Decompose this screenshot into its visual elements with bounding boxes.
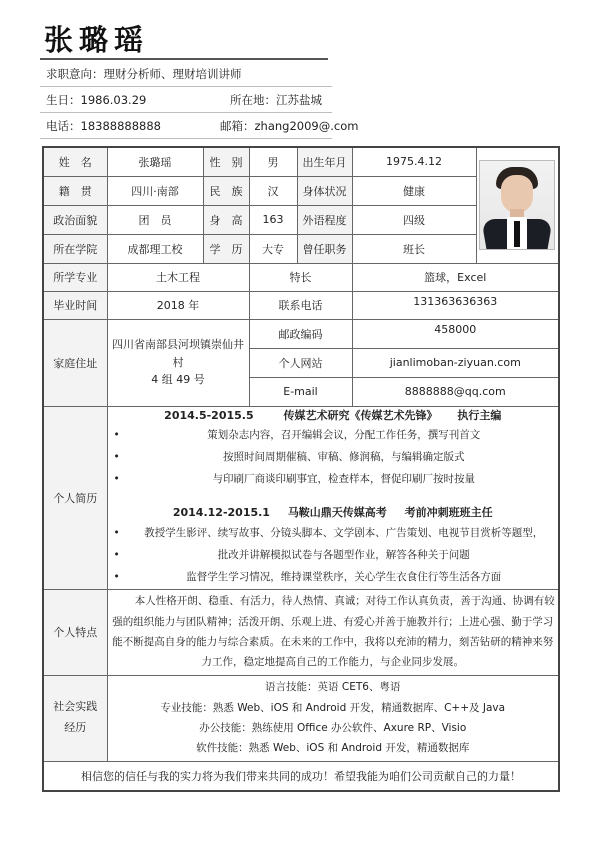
profile-photo [479,160,555,250]
job-1-header [110,407,557,425]
label-height: 身 高 [203,205,249,234]
value-height: 163 [249,205,297,234]
value-gender: 男 [249,147,297,176]
job-2-role: 考前冲刺班班主任 [404,506,493,520]
value-email: 8888888@qq.com [352,377,559,406]
traits-line-3: 能不断提高自身的能力与综合素质。在未来的工作中，我将以充沛的精力，刻苦钻研的精神来努 [112,636,554,648]
label-ethnic: 民 族 [203,176,249,205]
label-health: 身体状况 [297,176,352,205]
experience-block [107,406,559,589]
value-contact-phone: 131363636363 [352,291,559,319]
job-2-period: 2014.12-2015.1 [172,506,270,520]
value-postcode: 458000 [352,319,559,348]
job-1-duties [110,424,557,490]
value-address [107,319,249,406]
label-political: 政治面貌 [43,205,107,234]
value-website: jianlimoban-ziyuan.com [352,348,559,377]
resume-name-title: 张璐瑶 [44,23,150,57]
list-item: • 批改并讲解模拟试卷与各题型作业，解答各种关于问题 [110,544,557,566]
label-major: 所学专业 [43,263,107,291]
value-political: 团 员 [107,205,203,234]
closing-statement: 相信您的信任与我的实力将为我们带来共同的成功！希望我能为咱们公司贡献自己的力量！ [43,761,559,791]
label-native: 籍 贯 [43,176,107,205]
job-intent: 求职意向：理财分析师、理财培训讲师 [46,67,242,81]
label-email: E-mail [249,377,352,406]
label-language: 外语程度 [297,205,352,234]
birth-date: 生日：1986.03.29 [46,93,147,107]
label-education: 学 历 [203,234,249,263]
label-graduation: 毕业时间 [43,291,107,319]
location: 所在地：江苏盐城 [230,93,322,107]
list-item: • 教授学生影评、续写故事、分镜头脚本、文学剧本、广告策划、电视节目赏析等题型， [110,522,557,544]
practice-line-3: 办公技能：熟练使用 Office 办公软件、Axure RP、Visio [199,722,467,734]
resume-table [42,146,560,792]
list-item: • 按照时间周期催稿、审稿、修润稿，与编辑确定版式 [110,446,557,468]
label-resume: 个人简历 [43,406,107,589]
label-practice-line-2: 经历 [64,721,87,734]
value-health: 健康 [352,176,476,205]
label-traits: 个人特点 [43,589,107,675]
traits-line-2: 强的组织能力与团队精神；活泼开朗、乐观上进、有爱心并善于施教并行；上进心强、勤于学习 [112,615,554,628]
value-position: 班长 [352,234,476,263]
photo-cell [476,147,559,263]
value-school: 成都理工校 [107,234,203,263]
phone: 电话：18388888888 [46,119,161,133]
email: 邮箱：zhang2009@.com [220,119,359,133]
birth-location-line [40,86,332,113]
practice-line-1: 语言技能：英语 CET6、粤语 [265,681,401,694]
job-1-org: 传媒艺术研究《传媒艺术先锋》 [283,408,438,422]
label-position: 曾任职务 [297,234,352,263]
list-item: • 策划杂志内容，召开编辑会议，分配工作任务，撰写刊首文 [110,424,557,446]
label-postcode: 邮政编码 [249,319,352,348]
label-practice [43,675,107,761]
value-language: 四级 [352,205,476,234]
job-2-header [110,504,557,522]
value-native: 四川·南部 [107,176,203,205]
traits-line-4: 力工作，稳定地提高自己的工作能力，与企业同步发展。 [201,656,464,669]
label-contact-phone: 联系电话 [249,291,352,319]
value-name: 张璐瑶 [107,147,203,176]
label-gender: 性 别 [203,147,249,176]
label-birth: 出生年月 [297,147,352,176]
job-1-role: 执行主编 [457,408,502,422]
value-major: 土木工程 [107,263,249,291]
address-line-2: 4 组 49 号 [151,373,205,387]
contact-line [40,112,359,139]
address-line-1: 四川省南部县河坝镇崇仙井村 [112,338,244,369]
traits-line-1: 本人性格开朗、稳重、有活力，待人热情、真诚；对待工作认真负责，善于沟通、协调有较 [134,595,555,608]
practice-line-2: 专业技能：熟悉 Web、iOS 和 Android 开发，精通数据库、C++及 Java [160,701,506,714]
list-item: • 监督学生学习情况，维持课堂秩序，关心学生衣食住行等生活各方面 [110,566,557,588]
label-name: 姓 名 [43,147,107,176]
job-2-duties [110,522,557,588]
job-intent-line [40,60,332,87]
job-1-period: 2014.5-2015.5 [164,408,254,422]
job-2-org: 马鞍山鼎天传媒高考 [287,506,387,520]
list-item: • 与印刷厂商谈印刷事宜，检查样本，督促印刷厂按时按量 [110,468,557,490]
value-graduation: 2018 年 [107,291,249,319]
value-ethnic: 汉 [249,176,297,205]
label-school: 所在学院 [43,234,107,263]
practice-line-4: 软件技能：熟悉 Web、iOS 和 Android 开发，精通数据库 [196,742,470,755]
label-address: 家庭住址 [43,319,107,406]
traits-block [107,589,559,675]
label-website: 个人网站 [249,348,352,377]
label-practice-line-1: 社会实践 [53,700,98,714]
value-specialty: 篮球，Excel [352,263,559,291]
practice-block [107,675,559,761]
label-specialty: 特长 [249,263,352,291]
value-birth: 1975.4.12 [352,147,476,176]
value-education: 大专 [249,234,297,263]
